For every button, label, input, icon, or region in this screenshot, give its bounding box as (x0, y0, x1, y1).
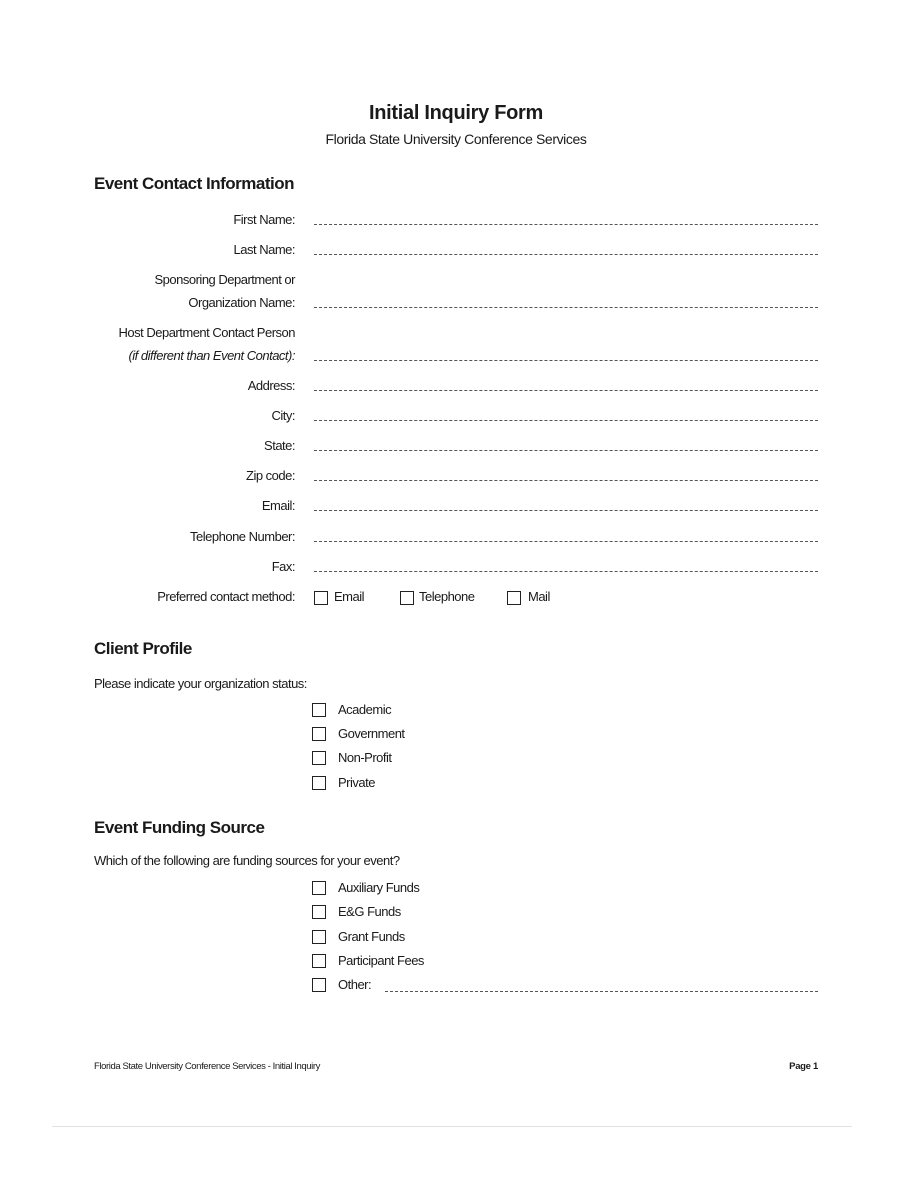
preferred-telephone-label: Telephone (419, 589, 475, 604)
fax-field[interactable] (314, 571, 818, 572)
footer-left: Florida State University Conference Services - Initial Inquiry (94, 1061, 320, 1072)
page-divider (52, 1126, 852, 1127)
private-label: Private (338, 775, 375, 790)
other-specify-field[interactable] (385, 991, 818, 992)
grant-funds-label: Grant Funds (338, 929, 405, 944)
academic-label: Academic (338, 702, 392, 717)
section-heading-event-contact: Event Contact Information (94, 174, 295, 193)
government-checkbox[interactable] (312, 727, 326, 741)
government-label: Government (338, 726, 405, 741)
last-name-label: Last Name: (233, 242, 295, 257)
state-field[interactable] (314, 450, 818, 451)
other-checkbox[interactable] (312, 978, 326, 992)
auxiliary-funds-label: Auxiliary Funds (338, 880, 420, 895)
eg-funds-label: E&G Funds (338, 904, 401, 919)
preferred-email-checkbox[interactable] (314, 591, 328, 605)
non-profit-checkbox[interactable] (312, 751, 326, 765)
address-field[interactable] (314, 390, 818, 391)
state-label: State: (264, 438, 295, 453)
preferred-contact-label: Preferred contact method: (157, 589, 295, 604)
auxiliary-funds-checkbox[interactable] (312, 881, 326, 895)
non-profit-label: Non-Profit (338, 750, 392, 765)
preferred-telephone-checkbox[interactable] (400, 591, 414, 605)
section-heading-client-profile: Client Profile (94, 639, 192, 658)
funding-sources-prompt: Which of the following are funding sources for your event? (94, 853, 400, 868)
zip-field[interactable] (314, 480, 818, 481)
grant-funds-checkbox[interactable] (312, 930, 326, 944)
sponsoring-label-line1: Sponsoring Department or (154, 272, 295, 287)
page-title: Initial Inquiry Form (368, 102, 543, 124)
city-label: City: (271, 408, 295, 423)
first-name-label: First Name: (233, 212, 295, 227)
address-label: Address: (247, 378, 295, 393)
preferred-mail-label: Mail (528, 589, 550, 604)
sponsoring-label-line2: Organization Name: (188, 295, 295, 310)
email-label: Email: (261, 498, 295, 513)
other-label: Other: (338, 977, 372, 992)
academic-checkbox[interactable] (312, 703, 326, 717)
page-number: Page 1 (789, 1061, 818, 1072)
preferred-mail-checkbox[interactable] (507, 591, 521, 605)
organization-status-prompt: Please indicate your organization status: (94, 676, 307, 691)
private-checkbox[interactable] (312, 776, 326, 790)
host-contact-label-line1: Host Department Contact Person (118, 325, 295, 340)
host-contact-field[interactable] (314, 360, 818, 361)
sponsoring-organization-field[interactable] (314, 307, 818, 308)
section-heading-funding-source: Event Funding Source (94, 818, 265, 837)
eg-funds-checkbox[interactable] (312, 905, 326, 919)
last-name-field[interactable] (314, 254, 818, 255)
host-contact-label-line2 (40, 344, 295, 367)
preferred-email-label: Email (334, 589, 365, 604)
telephone-field[interactable] (314, 541, 818, 542)
zip-label: Zip code: (246, 468, 295, 483)
participant-fees-checkbox[interactable] (312, 954, 326, 968)
email-field[interactable] (314, 510, 818, 511)
city-field[interactable] (314, 420, 818, 421)
participant-fees-label: Participant Fees (338, 953, 424, 968)
page-subtitle: Florida State University Conference Services (325, 131, 587, 147)
fax-label: Fax: (271, 559, 295, 574)
first-name-field[interactable] (314, 224, 818, 225)
telephone-label: Telephone Number: (190, 529, 295, 544)
host-contact-note: (if different than Event Contact): (128, 348, 295, 363)
